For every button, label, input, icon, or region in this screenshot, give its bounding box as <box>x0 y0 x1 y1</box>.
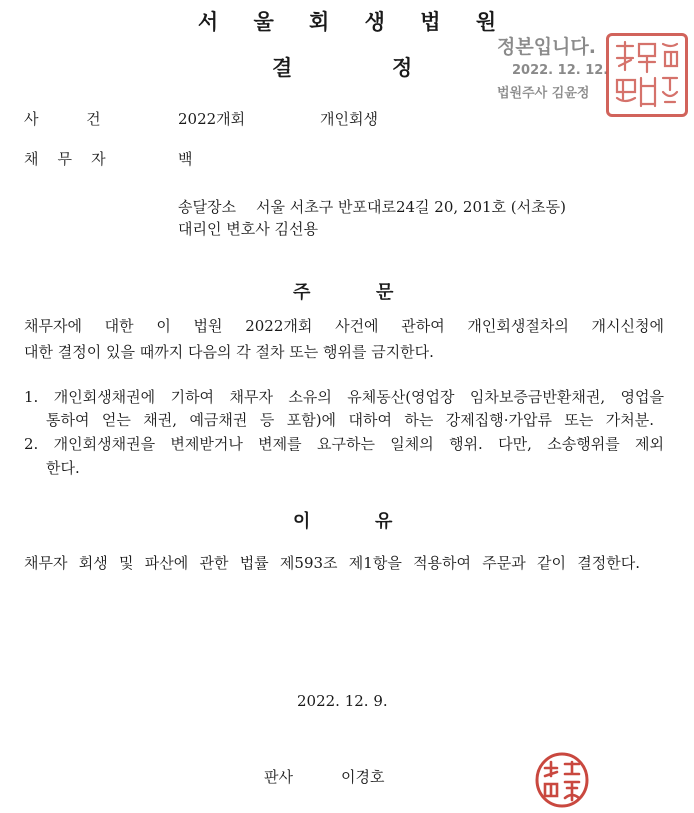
case-type: 개인회생 <box>320 110 378 128</box>
court-name: 서 울 회 생 법 원 <box>197 10 511 34</box>
certified-copy-clerk: 법원주사 김윤정 <box>497 86 590 101</box>
court-seal-stamp <box>606 33 688 117</box>
document-type-left: 결 <box>272 56 293 80</box>
debtor-label: 채 무 자 <box>24 150 106 168</box>
order-item-2-line1: 2. 개인회생채권을 변제받거나 변제를 요구하는 일체의 행위. 다만, 소송행위를 제외 <box>24 435 664 453</box>
order-intro-line2: 대한 결정이 있을 때까지 다음의 각 절차 또는 행위를 금지한다. <box>24 343 434 361</box>
reason-heading-right: 유 <box>375 511 393 532</box>
court-seal-glyphs <box>609 36 685 114</box>
order-item-1-line2: 통하여 얻는 채권, 예금채권 등 포함)에 대하여 하는 강제집행·가압류 또는 가처분. <box>46 411 654 429</box>
order-intro-line1: 채무자에 대한 이 법원 2022개회 사건에 관하여 개인회생절차의 개시신청에 <box>24 317 664 335</box>
order-item-2-line2: 한다. <box>46 459 80 477</box>
service-address-label: 송달장소 <box>178 198 236 216</box>
decision-date: 2022. 12. 9. <box>297 692 388 710</box>
judge-seal <box>535 752 589 808</box>
service-address: 서울 서초구 반포대로24길 20, 201호 (서초동) <box>256 198 566 216</box>
case-label: 사 건 <box>24 110 101 128</box>
reason-heading-left: 이 <box>293 511 311 532</box>
reason-text: 채무자 회생 및 파산에 관한 법률 제593조 제1항을 적용하여 주문과 같이 결정한다. <box>24 554 640 572</box>
judge-seal-glyphs <box>535 752 589 808</box>
order-heading-right: 문 <box>376 282 394 303</box>
certified-copy-date: 2022. 12. 12. <box>512 63 609 78</box>
order-item-1-line1: 1. 개인회생채권에 기하여 채무자 소유의 유체동산(영업장 임차보증금반환채권, 영업을 <box>24 388 664 406</box>
document-type-right: 정 <box>392 56 413 80</box>
case-number: 2022개회 <box>178 110 246 128</box>
judge-name: 이경호 <box>341 768 385 786</box>
debtor-agent: 대리인 변호사 김선용 <box>178 220 318 238</box>
judge-title: 판사 <box>264 768 293 786</box>
order-heading-left: 주 <box>293 282 311 303</box>
debtor-name: 백 <box>178 150 193 168</box>
certified-copy-title: 정본입니다. <box>497 36 596 58</box>
